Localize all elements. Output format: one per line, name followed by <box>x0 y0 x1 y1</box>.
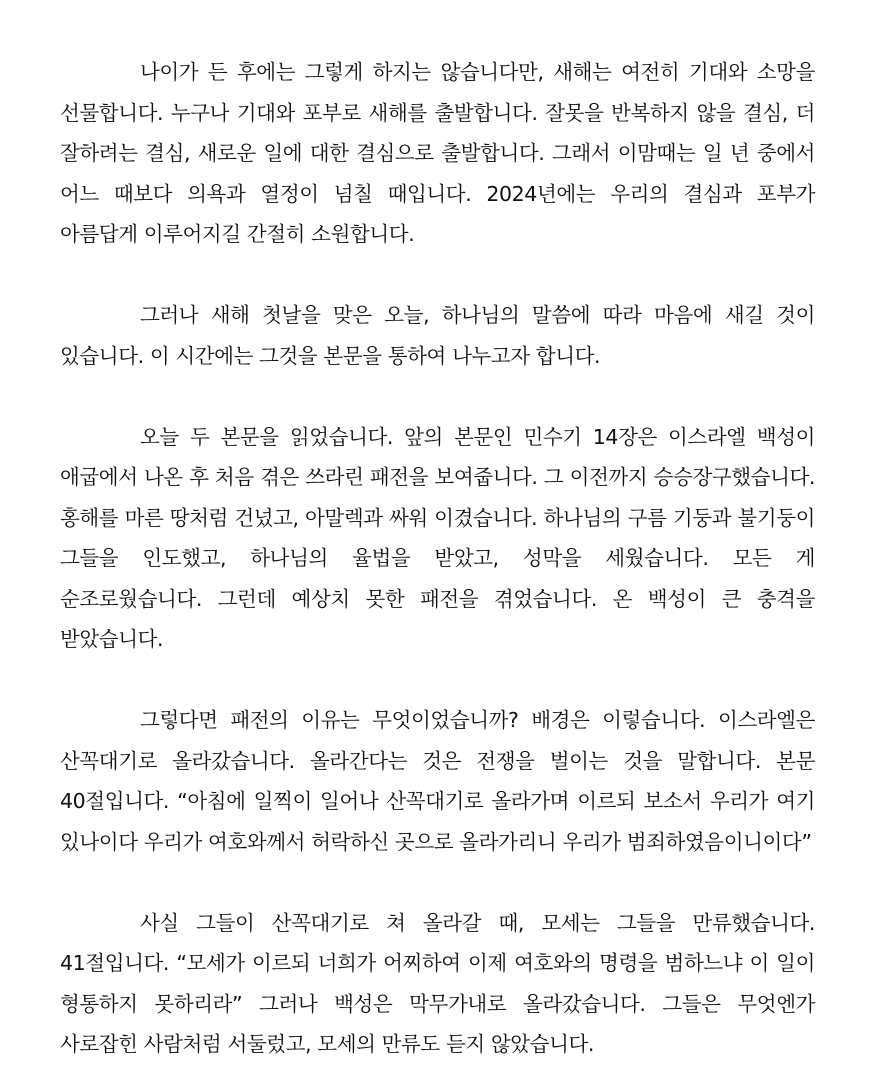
paragraph-todays-message: 그러나 새해 첫날을 맞은 오늘, 하나님의 말씀에 따라 마음에 새길 것이 있습니다. 이 시간에는 그것을 본문을 통하여 나누고자 합니다. <box>60 303 815 368</box>
paragraph-moses-warning: 사실 그들이 산꼭대기로 쳐 올라갈 때, 모세는 그들을 만류했습니다. 41절입니다. “모세가 이르되 너희가 어찌하여 이제 여호와의 명령을 범하느냐 이 일이 형통하지 못하리라” 그러나 백성은 막무가내로 올라갔습니다. 그들은 무엇엔가 사로잡힌 사람처럼 서둘렀고, 모세의 만류도 듣지 않았습니다. <box>60 910 815 1056</box>
paragraph-first-defeat: 오늘 두 본문을 읽었습니다. 앞의 본문인 민수기 14장은 이스라엘 백성이 애굽에서 나온 후 처음 겪은 쓰라린 패전을 보여줍니다. 그 이전까지 승승장구했습니다. 홍해를 마른 땅처럼 건넜고, 아말렉과 싸워 이겼습니다. 하나님의 구름 기둥과 불기둥이 그들을 인도했고, 하나님의 율법을 받았고, 성막을 세웠습니다. 모든 게 순조로웠습니다. 그런데 예상치 못한 패전을 겪었습니다. 온 백성이 큰 충격을 받았습니다. <box>60 424 815 651</box>
paragraph-reason-for-defeat: 그렇다면 패전의 이유는 무엇이었습니까? 배경은 이렇습니다. 이스라엘은 산꼭대기로 올라갔습니다. 올라간다는 것은 전쟁을 벌이는 것을 말합니다. 본문 40절입니다. “아침에 일찍이 일어나 산꼭대기로 올라가며 이르되 보소서 우리가 여기 있나이다 우리가 여호와께서 허락하신 곳으로 올라가리니 우리가 범죄하였음이니이다” <box>60 708 815 854</box>
document-body <box>60 52 815 1065</box>
paragraph-new-year-resolution: 나이가 든 후에는 그렇게 하지는 않습니다만, 새해는 여전히 기대와 소망을 선물합니다. 누구나 기대와 포부로 새해를 출발합니다. 잘못을 반복하지 않을 결심, 더 잘하려는 결심, 새로운 일에 대한 결심으로 출발합니다. 그래서 이맘때는 일 년 중에서 어느 때보다 의욕과 열정이 넘칠 때입니다. 2024년에는 우리의 결심과 포부가 아름답게 이루어지길 간절히 소원합니다. <box>60 60 815 246</box>
